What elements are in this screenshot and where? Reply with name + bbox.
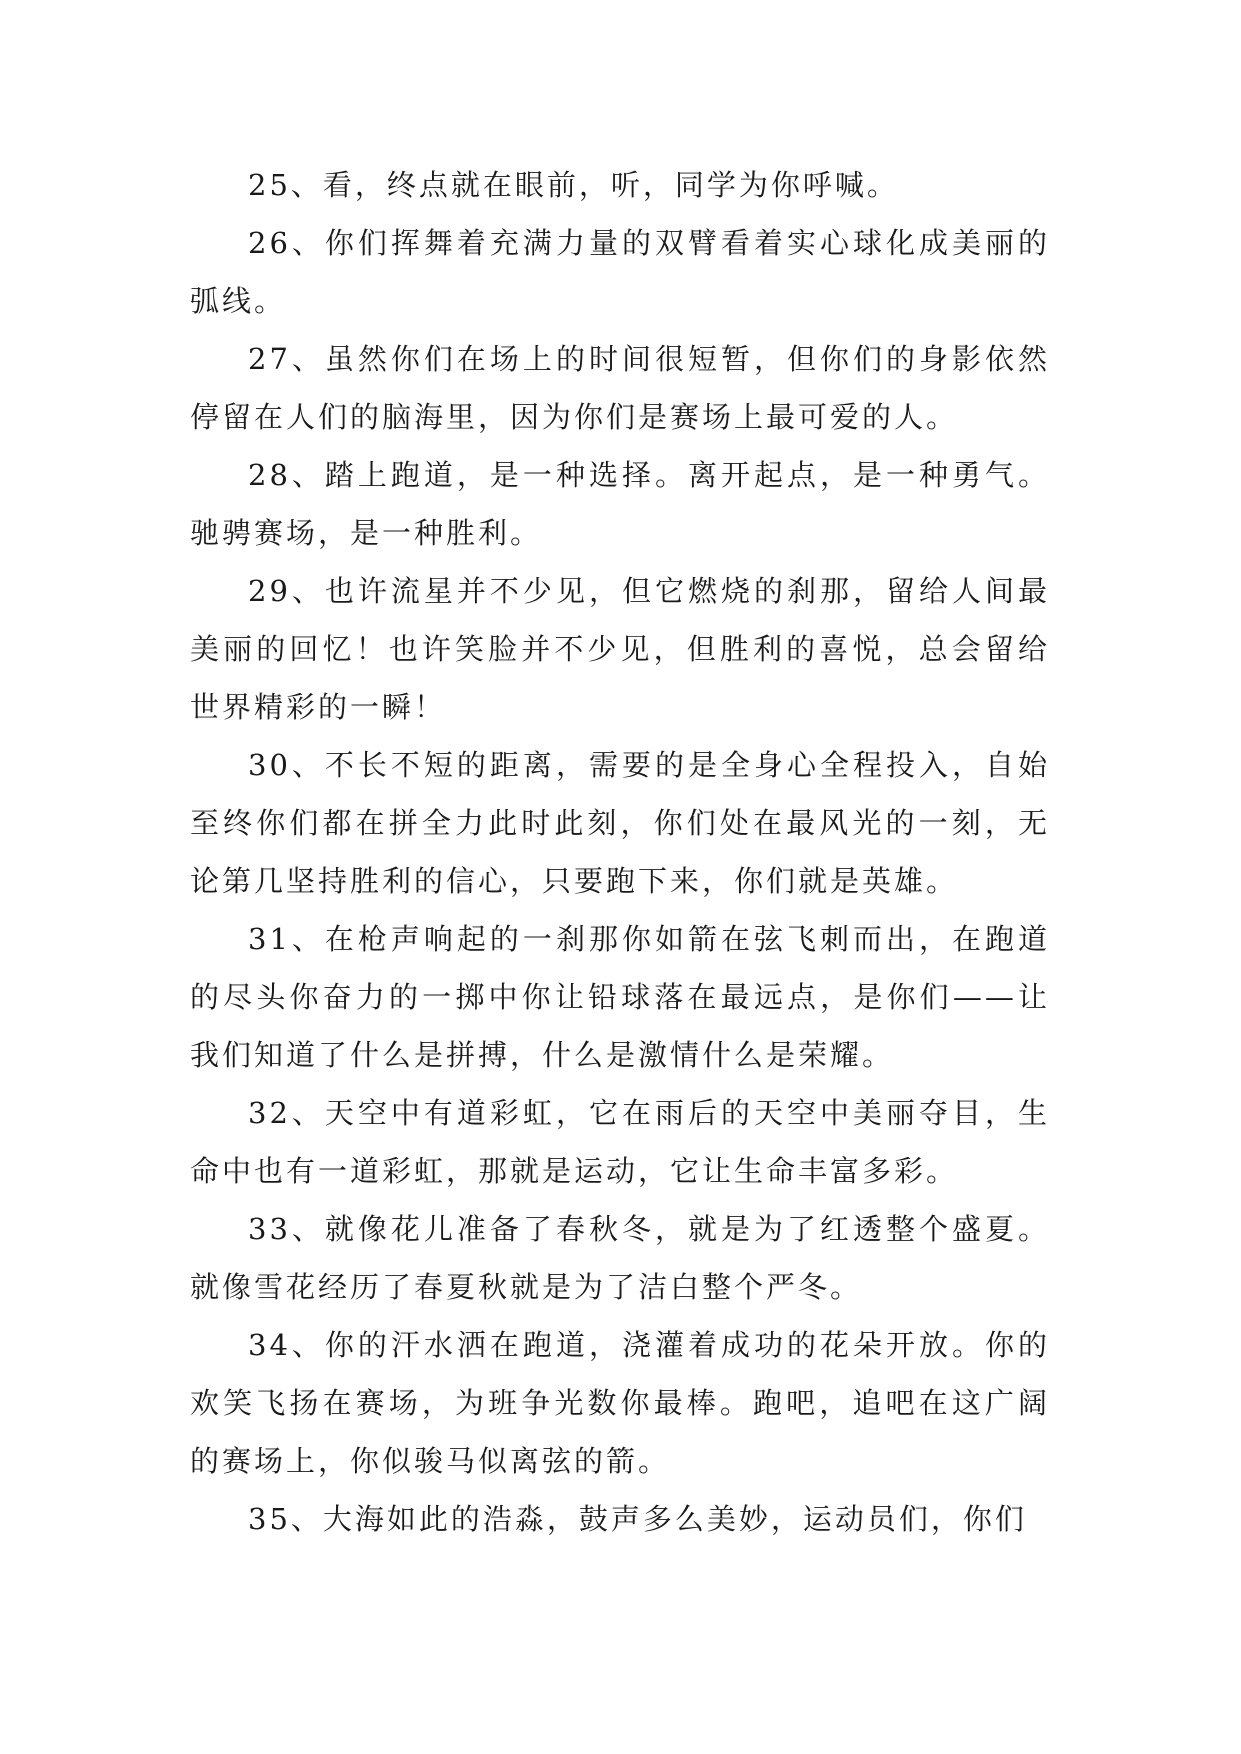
paragraph-29: 29、也许流星并不少见，但它燃烧的刹那，留给人间最美丽的回忆！也许笑脸并不少见，但胜利的喜悦，总会留给世界精彩的一瞬！ [190,574,1050,724]
paragraph-26: 26、你们挥舞着充满力量的双臂看着实心球化成美丽的弧线。 [190,226,1050,318]
paragraph-30: 30、不长不短的距离，需要的是全身心全程投入，自始至终你们都在拼全力此时此刻，你们处在最风光的一刻，无论第几坚持胜利的信心，只要跑下来，你们就是英雄。 [190,748,1050,898]
paragraph-25: 25、看，终点就在眼前，听，同学为你呼喊。 [248,168,899,202]
paragraph-31: 31、在枪声响起的一刹那你如箭在弦飞刺而出，在跑道的尽头你奋力的一掷中你让铅球落在最远点，是你们——让我们知道了什么是拼搏，什么是激情什么是荣耀。 [190,922,1050,1072]
paragraph-32: 32、天空中有道彩虹，它在雨后的天空中美丽夺目，生命中也有一道彩虹，那就是运动，它让生命丰富多彩。 [190,1096,1050,1188]
paragraph-33: 33、就像花儿准备了春秋冬，就是为了红透整个盛夏。就像雪花经历了春夏秋就是为了洁白整个严冬。 [190,1212,1050,1304]
paragraph-34: 34、你的汗水洒在跑道，浇灌着成功的花朵开放。你的欢笑飞扬在赛场，为班争光数你最棒。跑吧，追吧在这广阔的赛场上，你似骏马似离弦的箭。 [190,1328,1050,1478]
paragraph-35: 35、大海如此的浩淼，鼓声多么美妙，运动员们，你们 [248,1502,1027,1536]
paragraph-28: 28、踏上跑道，是一种选择。离开起点，是一种勇气。驰骋赛场，是一种胜利。 [190,458,1050,550]
paragraph-27: 27、虽然你们在场上的时间很短暂，但你们的身影依然停留在人们的脑海里，因为你们是赛场上最可爱的人。 [190,342,1050,434]
